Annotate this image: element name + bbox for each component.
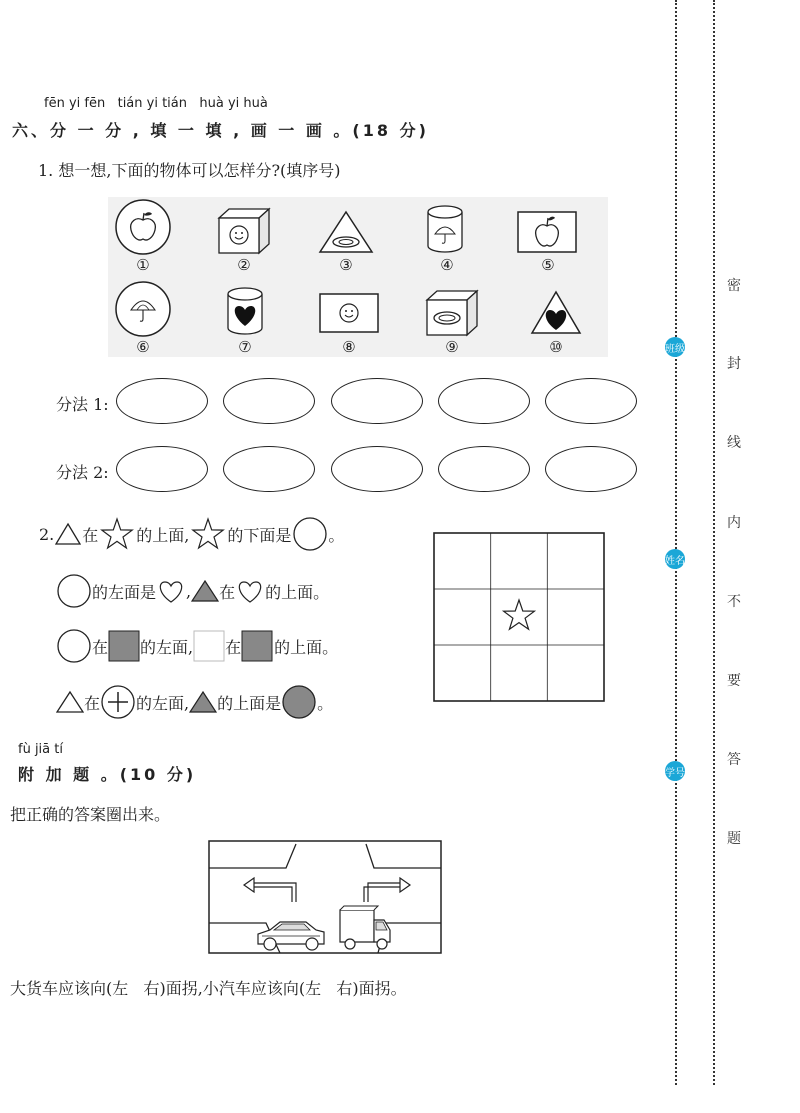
- object-label: ⑤: [541, 256, 555, 274]
- seal-char: 内: [727, 515, 741, 531]
- answer-oval[interactable]: [223, 446, 315, 492]
- method2-label: 分法 2:: [56, 463, 109, 482]
- smiley-icon: [340, 304, 358, 322]
- object-label: ⑧: [342, 338, 356, 356]
- dotted-line-outer: [713, 0, 715, 1085]
- object-label: ⑥: [136, 338, 150, 356]
- answer-oval[interactable]: [438, 446, 530, 492]
- seal-char: 线: [727, 435, 741, 451]
- bonus-instruction: 把正确的答案圈出来。: [10, 805, 171, 824]
- object-label: ④: [440, 256, 454, 274]
- bonus-pinyin: fù jiā tí: [18, 742, 63, 757]
- answer-oval[interactable]: [545, 446, 637, 492]
- circle-filled-icon: [281, 684, 317, 720]
- q2-line4: 在 的左面, 的上面是 。: [56, 684, 333, 720]
- rect-smile-object: [318, 292, 380, 334]
- object-label: ⑨: [445, 338, 459, 356]
- triangle-icon: [55, 522, 81, 546]
- badge-class: 班级: [665, 337, 685, 357]
- object-label: ③: [339, 256, 353, 274]
- heart-outline-icon: [235, 577, 265, 605]
- circle-icon: [292, 516, 328, 552]
- object-label: ⑩: [549, 338, 563, 356]
- cylinder-heart-object: [224, 286, 266, 336]
- answer-oval[interactable]: [545, 378, 637, 424]
- seal-char: 要: [727, 673, 741, 689]
- seal-char: 封: [727, 356, 741, 372]
- circle-icon: [56, 628, 92, 664]
- rect-apple-object: [516, 210, 578, 254]
- seal-char: 题: [727, 831, 741, 847]
- answer-oval[interactable]: [331, 446, 423, 492]
- smiley-icon: [230, 226, 248, 244]
- bonus-title: 附 加 题 。(10 分): [18, 765, 197, 784]
- q2-line1: 2. 在 的上面, 的下面是 。: [38, 517, 344, 551]
- square-outline-icon: [193, 630, 225, 662]
- answer-grid[interactable]: [433, 532, 605, 702]
- cube-oval-object: [424, 288, 480, 338]
- triangle-heart-object: [530, 290, 582, 336]
- section6-title: 六、分 一 分 , 填 一 填 , 画 一 画 。(18 分): [12, 121, 429, 140]
- cylinder-umbrella-object: [424, 204, 466, 254]
- answer-oval[interactable]: [438, 378, 530, 424]
- answer-oval[interactable]: [331, 378, 423, 424]
- road-scene: [208, 840, 442, 956]
- bonus-question: 大货车应该向(左 右)面拐,小汽车应该向(左 右)面拐。: [10, 979, 407, 998]
- plus-circle-icon: [100, 684, 136, 720]
- badge-id: 学号: [665, 761, 685, 781]
- object-label: ②: [237, 256, 251, 274]
- q1-prompt: 1. 想一想,下面的物体可以怎样分?(填序号): [38, 161, 341, 180]
- triangle-icon: [56, 690, 84, 714]
- square-filled-icon: [108, 630, 140, 662]
- square-filled-icon: [241, 630, 273, 662]
- answer-oval[interactable]: [116, 446, 208, 492]
- cube-smile-object: [216, 206, 272, 256]
- seal-char: 答: [727, 752, 741, 768]
- object-label: ⑦: [238, 338, 252, 356]
- section6-pinyin: fēn yi fēn tián yi tián huà yi huà: [44, 96, 268, 111]
- star-icon: [99, 517, 135, 551]
- triangle-oval-object: [318, 210, 374, 254]
- answer-oval[interactable]: [116, 378, 208, 424]
- heart-outline-icon: [156, 577, 186, 605]
- circle-icon: [56, 573, 92, 609]
- q2-line2: 的左面是 , 在 的上面。: [56, 573, 329, 609]
- umbrella-circle-object: [114, 280, 172, 338]
- answer-oval[interactable]: [223, 378, 315, 424]
- q2-line3: 在 的左面, 在 的上面。: [56, 628, 339, 664]
- dotted-line-inner: [675, 0, 677, 1085]
- method1-label: 分法 1:: [56, 395, 109, 414]
- object-label: ①: [136, 256, 150, 274]
- star-icon: [190, 517, 226, 551]
- apple-circle-object: [114, 198, 172, 256]
- seal-char: 密: [727, 278, 741, 294]
- triangle-filled-icon: [191, 579, 219, 603]
- badge-name: 姓名: [665, 549, 685, 569]
- triangle-filled-icon: [189, 690, 217, 714]
- seal-char: 不: [727, 594, 741, 610]
- q2-number: 2.: [39, 524, 55, 544]
